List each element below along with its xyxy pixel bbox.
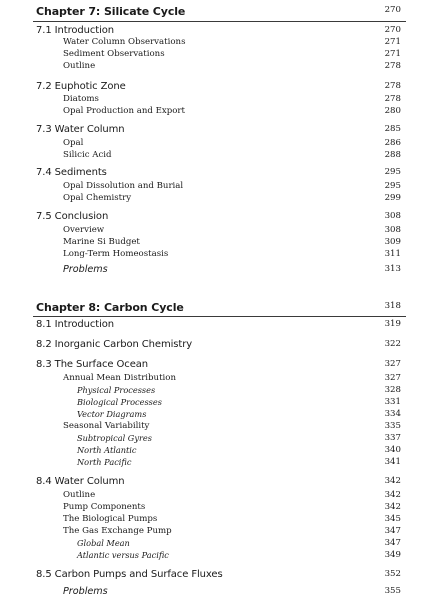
toc-subsection-title: Pump Components (63, 502, 146, 512)
toc-page-number: 278 (384, 81, 401, 91)
toc-subsubsection-title: North Atlantic (77, 445, 137, 455)
toc-subsubsection-title: Subtropical Gyres (77, 433, 152, 443)
toc-subsection-title: Opal (63, 138, 84, 148)
toc-subsubsection-title: Biological Processes (77, 397, 162, 407)
toc-page-number: 270 (384, 25, 401, 35)
toc-page-number: 271 (384, 37, 401, 47)
toc-subsection-title: Outline (63, 490, 96, 500)
toc-page-number: 308 (384, 225, 401, 235)
toc-subsection-title: Water Column Observations (63, 37, 186, 47)
toc-subsection-title: Marine Si Budget (63, 237, 140, 247)
toc-section-title: 8.2 Inorganic Carbon Chemistry (36, 339, 193, 350)
toc-section-title: 8.4 Water Column (36, 476, 125, 487)
toc-page-number: 299 (384, 193, 401, 203)
toc-subsection-title: Sediment Observations (63, 49, 165, 59)
toc-page-number: 311 (384, 249, 401, 259)
toc-subsection-title: The Gas Exchange Pump (63, 526, 172, 536)
toc-section-title: 7.4 Sediments (36, 167, 107, 178)
toc-page-number: 319 (384, 319, 401, 329)
toc-chapter-title: Chapter 7: Silicate Cycle (36, 5, 186, 18)
toc-page-number: 342 (384, 476, 401, 486)
toc-subsection-title: Seasonal Variability (63, 421, 150, 431)
toc-chapter-title: Chapter 8: Carbon Cycle (36, 301, 184, 314)
toc-page-number: 295 (384, 181, 401, 191)
toc-page-number: 341 (384, 457, 401, 467)
toc-subsubsection-title: Physical Processes (77, 385, 156, 395)
toc-page-number: 278 (384, 61, 401, 71)
toc-subsection-title: Silicic Acid (63, 150, 112, 160)
toc-subsubsection-title: North Pacific (77, 457, 132, 467)
toc-subsection-title: Opal Dissolution and Burial (63, 181, 184, 191)
toc-page-number: 327 (384, 373, 401, 383)
toc-page-number: 347 (384, 526, 401, 536)
toc-subsection-title: Long-Term Homeostasis (63, 249, 169, 259)
chapter-rule (33, 21, 406, 22)
toc-section-title: 7.2 Euphotic Zone (36, 81, 126, 92)
toc-page-number: 288 (384, 150, 401, 160)
toc-page-number: 345 (384, 514, 401, 524)
toc-page-number: 270 (384, 5, 401, 15)
toc-subsection-title: Diatoms (63, 94, 99, 104)
toc-page-number: 355 (384, 586, 401, 596)
toc-page-number: 349 (384, 550, 401, 560)
toc-page-number: 271 (384, 49, 401, 59)
toc-page-number: 328 (384, 385, 401, 395)
toc-page-number: 309 (384, 237, 401, 247)
toc-page-number: 352 (384, 569, 401, 579)
toc-subsection-title: The Biological Pumps (63, 514, 158, 524)
toc-problems-title: Problems (63, 586, 108, 597)
toc-page-number: 308 (384, 211, 401, 221)
toc-page-number: 335 (384, 421, 401, 431)
toc-page-number: 322 (384, 339, 401, 349)
toc-page-number: 313 (384, 264, 401, 274)
toc-page-number: 280 (384, 106, 401, 116)
toc-section-title: 7.3 Water Column (36, 124, 125, 135)
toc-page-number: 318 (384, 301, 401, 311)
toc-page-number: 340 (384, 445, 401, 455)
toc-subsection-title: Annual Mean Distribution (63, 373, 176, 383)
toc-subsubsection-title: Atlantic versus Pacific (77, 550, 169, 560)
toc-page-number: 331 (384, 397, 401, 407)
chapter-rule (33, 316, 406, 317)
toc-subsubsection-title: Global Mean (77, 538, 130, 548)
toc-section-title: 8.3 The Surface Ocean (36, 359, 149, 370)
toc-page-number: 327 (384, 359, 401, 369)
toc-section-title: 7.1 Introduction (36, 25, 115, 36)
toc-section-title: 8.1 Introduction (36, 319, 115, 330)
toc-page-number: 342 (384, 490, 401, 500)
toc-section-title: 7.5 Conclusion (36, 211, 109, 222)
toc-subsection-title: Outline (63, 61, 96, 71)
toc-page-number: 347 (384, 538, 401, 548)
toc-page-number: 342 (384, 502, 401, 512)
toc-page-number: 286 (384, 138, 401, 148)
toc-subsubsection-title: Vector Diagrams (77, 409, 147, 419)
toc-section-title: 8.5 Carbon Pumps and Surface Fluxes (36, 569, 223, 580)
toc-subsection-title: Opal Chemistry (63, 193, 132, 203)
toc-page-number: 278 (384, 94, 401, 104)
toc-subsection-title: Opal Production and Export (63, 106, 185, 116)
toc-page-number: 285 (384, 124, 401, 134)
toc-page-number: 334 (384, 409, 401, 419)
toc-page-number: 337 (384, 433, 401, 443)
toc-problems-title: Problems (63, 264, 108, 275)
toc-subsection-title: Overview (63, 225, 105, 235)
toc-page-number: 295 (384, 167, 401, 177)
